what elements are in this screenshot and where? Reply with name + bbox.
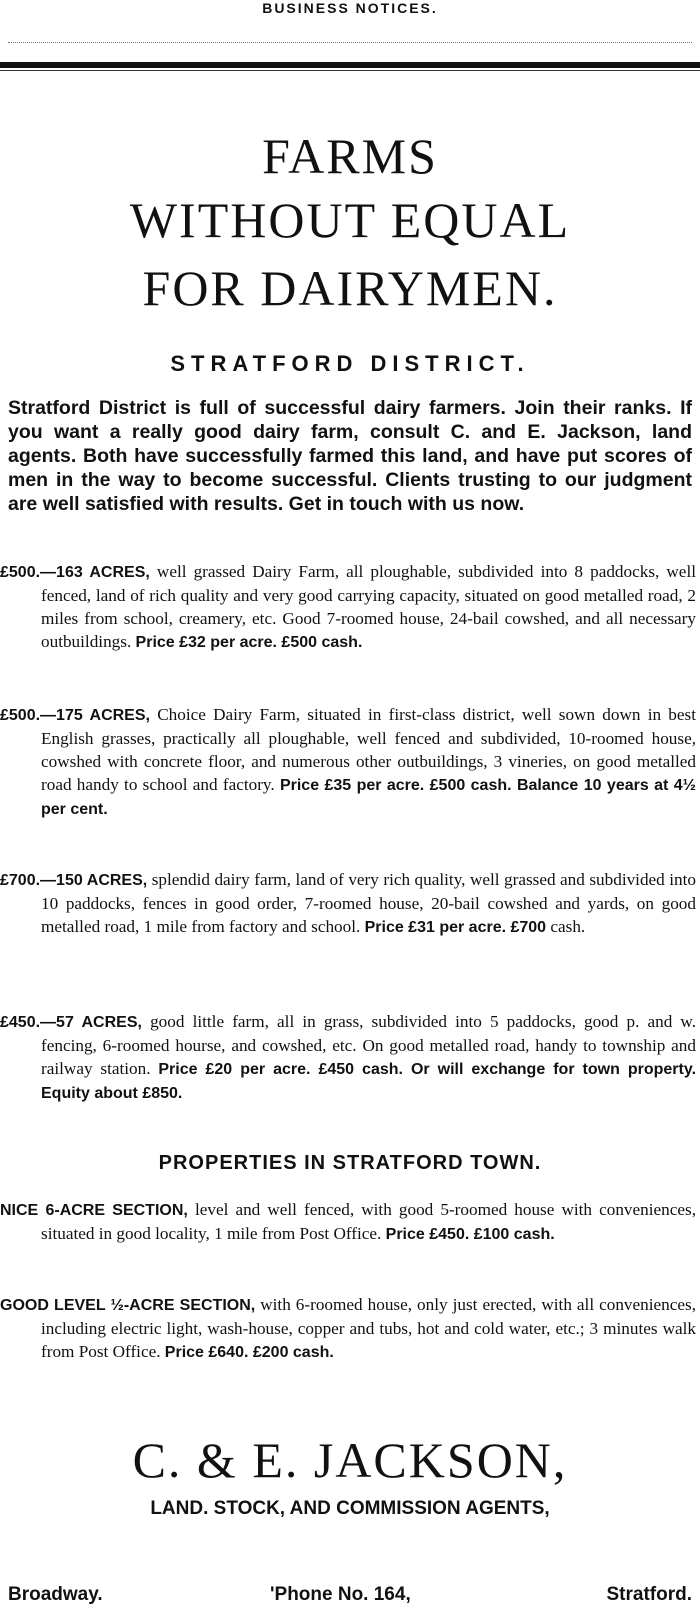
listing-price: Price £640. £200 cash. <box>164 1344 334 1361</box>
street: Broadway. <box>8 1584 103 1605</box>
town-listing-1 <box>0 1198 696 1246</box>
thin-rule <box>0 70 700 71</box>
listing-price: Price £31 per acre. £700 <box>364 919 547 936</box>
listing-price: Price £32 per acre. £500 cash. <box>135 634 363 651</box>
listing-lead: NICE 6-ACRE SECTION, <box>0 1202 188 1219</box>
listing-lead: £700.—150 ACRES, <box>0 872 148 889</box>
listing-body: splendid dairy farm, land of very rich quality, well grassed and subdivided into 10 paddocks, fences in good order, 7-roomed house, 20-bail cowshed and yards, on good metalled road, 1 mile from factory and school. <box>41 870 696 936</box>
listing-lead: £500.—175 ACRES, <box>0 707 150 724</box>
listing-price: Price £450. £100 cash. <box>385 1226 555 1243</box>
listing-body: with 6-roomed house, only just erected, with all conveniences, including electric light, wash-house, copper and tubs, hot and cold water, etc.; 3 minutes walk from Post Office. <box>41 1295 696 1361</box>
listing-lead: £500.—163 ACRES, <box>0 564 150 581</box>
listing-body: Choice Dairy Farm, situated in first-class district, well sown down in best English grasses, practically all ploughable, well fenced and subdivided, 10-roomed house, cowshed with concrete floor, and numerous other outbuildings, 3 vineries, on good metalled road handy to school and factory. <box>41 705 696 794</box>
dotted-rule <box>8 42 692 43</box>
firm-name: C. & E. JACKSON, <box>132 1432 568 1488</box>
phone-number: 'Phone No. 164, <box>270 1584 411 1605</box>
listing-body: level and well fenced, with good 5-roomed house with conveniences, situated in good locality, 1 mile from Post Office. <box>41 1200 696 1243</box>
listing-price: Price £35 per acre. £500 cash. Balance 10 years at 4½ per cent. <box>41 777 696 818</box>
town: Stratford. <box>606 1584 692 1605</box>
headline-line-2: WITHOUT EQUAL <box>129 192 571 248</box>
headline-line-3: FOR DAIRYMEN. <box>142 260 558 316</box>
firm-description: LAND. STOCK, AND COMMISSION AGENTS, <box>150 1498 550 1519</box>
listing-3 <box>0 868 696 939</box>
thick-rule <box>0 62 700 68</box>
listing-body: good little farm, all in grass, subdivided into 5 paddocks, good p. and w. fencing, 6-roomed hourse, and cowshed, etc. On good metalled road, handy to township and railway station. <box>41 1012 697 1078</box>
listing-4 <box>0 1010 696 1105</box>
intro-paragraph: Stratford District is full of successful dairy farmers. Join their ranks. If you want a really good dairy farm, consult C. and E. Jackson, land agents. Both have successfully farmed this land, and have put scores of men in the way to become successful. Clients trusting to our judgment are well satisfied with results. Get in touch with us now. <box>8 397 692 515</box>
listing-price: Price £20 per acre. £450 cash. Or will exchange for town property. Equity about £850. <box>41 1061 697 1102</box>
footer-address <box>8 1580 692 1610</box>
listing-lead: £450.—57 ACRES, <box>0 1014 142 1031</box>
listing-body: well grassed Dairy Farm, all ploughable, subdivided into 8 paddocks, well fenced, land of rich quality and very good carrying capacity, situated on good metalled road, 2 miles from school, creamery, etc. Good 7-roomed house, 24-bail cowshed, and all necessary outbuildings. <box>41 562 696 651</box>
listing-lead: GOOD LEVEL ½-ACRE SECTION, <box>0 1297 256 1314</box>
town-listing-2 <box>0 1293 696 1364</box>
town-heading: PROPERTIES IN STRATFORD TOWN. <box>158 1152 542 1174</box>
listing-1 <box>0 560 696 654</box>
headline-line-1: FARMS <box>262 128 438 184</box>
listing-2 <box>0 703 696 821</box>
section-header: BUSINESS NOTICES. <box>262 0 438 16</box>
district-heading: STRATFORD DISTRICT. <box>170 351 530 376</box>
listing-tail: cash. <box>546 917 586 936</box>
